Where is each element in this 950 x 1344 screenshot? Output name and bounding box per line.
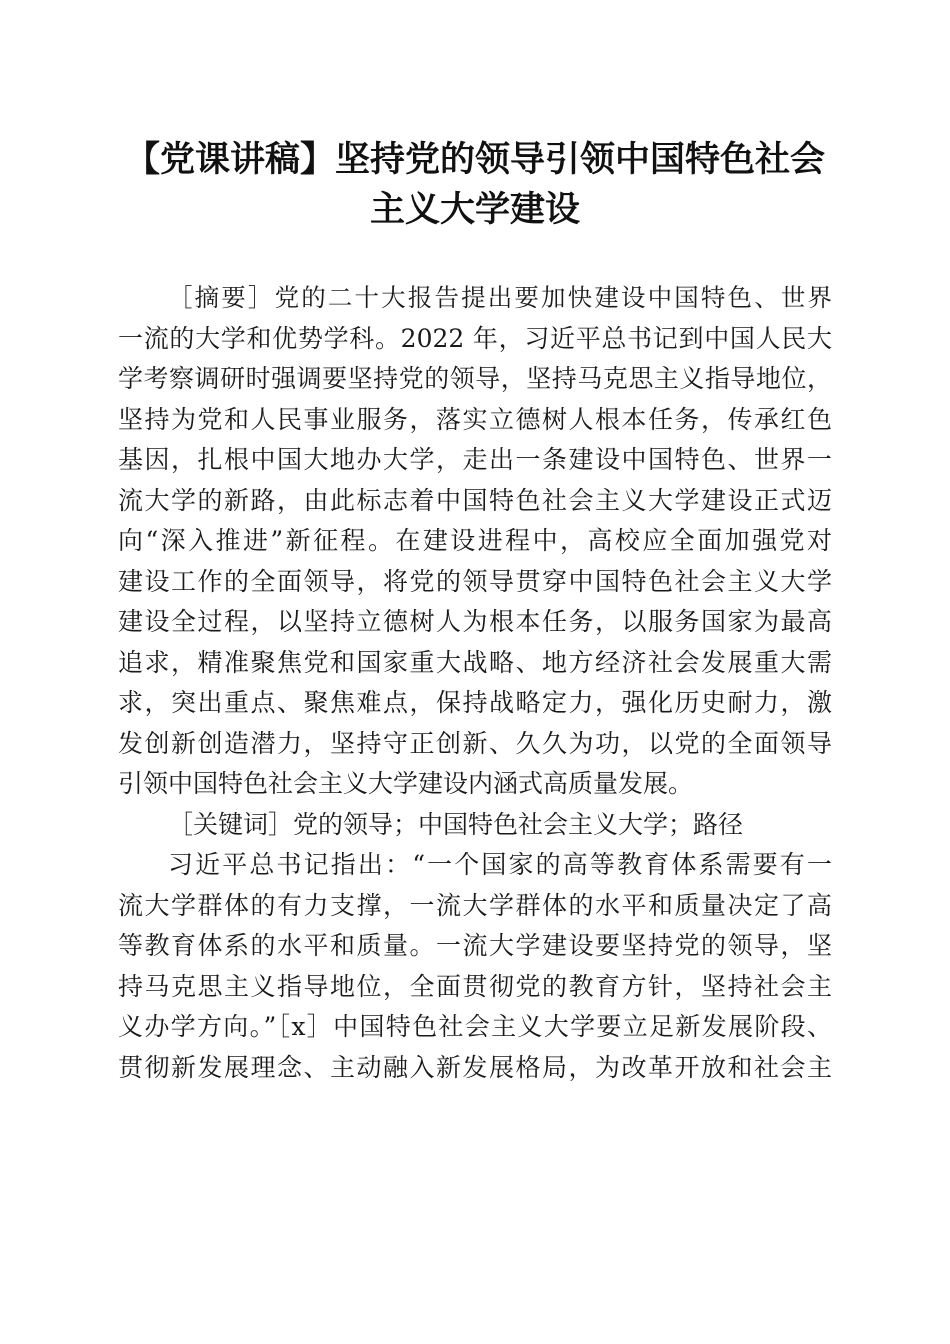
abstract-line: 引领中国特色社会主义大学建设内涵式高质量发展。 xyxy=(118,769,694,798)
title-line-2: 主义大学建设 xyxy=(369,189,580,230)
body-line: 贯彻新发展理念、主动融入新发展格局，为改革开放和社会主 xyxy=(118,1052,832,1082)
body-line: 义办学方向。”［x］中国特色社会主义大学要立足新发展阶段、 xyxy=(118,1012,832,1041)
abstract-line: 学考察调研时强调要坚持党的领导，坚持马克思主义指导地位， xyxy=(118,364,832,393)
body-intro-paragraph xyxy=(118,845,832,1088)
title-line-1: 【党课讲稿】坚持党的领导引领中国特色社会 xyxy=(124,139,825,180)
body-line: 习近平总书记指出：“一个国家的高等教育体系需要有一 xyxy=(168,850,832,879)
abstract-line: 向“深入推进”新征程。在建设进程中，高校应全面加强党对 xyxy=(118,526,832,555)
body-line: 持马克思主义指导地位，全面贯彻党的教育方针，坚持社会主 xyxy=(118,971,832,1001)
abstract-line: 建设工作的全面领导，将党的领导贯穿中国特色社会主义大学 xyxy=(118,566,832,596)
abstract-line: 基因，扎根中国大地办大学，走出一条建设中国特色、世界一 xyxy=(118,445,832,474)
abstract-paragraph xyxy=(118,278,832,805)
keywords-line: ［关键词］党的领导；中国特色社会主义大学；路径 xyxy=(168,809,744,839)
body-line: 等教育体系的水平和质量。一流大学建设要坚持党的领导，坚 xyxy=(118,931,832,960)
document-title xyxy=(100,135,850,235)
keywords-paragraph xyxy=(118,805,832,846)
document-body xyxy=(118,278,832,1088)
abstract-line: 发创新创造潜力，坚持守正创新、久久为功，以党的全面领导 xyxy=(118,728,832,758)
abstract-line: 追求，精准聚焦党和国家重大战略、地方经济社会发展重大需 xyxy=(118,647,832,677)
abstract-line: 建设全过程，以坚持立德树人为根本任务，以服务国家为最高 xyxy=(118,607,832,636)
abstract-line: ［摘要］党的二十大报告提出要加快建设中国特色、世界 xyxy=(168,283,832,312)
abstract-line: 流大学的新路，由此标志着中国特色社会主义大学建设正式迈 xyxy=(118,485,832,515)
body-line: 流大学群体的有力支撑，一流大学群体的水平和质量决定了高 xyxy=(118,890,832,920)
abstract-line: 求，突出重点、聚焦难点，保持战略定力，强化历史耐力，激 xyxy=(118,688,832,717)
abstract-line: 坚持为党和人民事业服务，落实立德树人根本任务，传承红色 xyxy=(118,404,832,434)
abstract-line: 一流的大学和优势学科。2022 年，习近平总书记到中国人民大 xyxy=(118,323,832,353)
